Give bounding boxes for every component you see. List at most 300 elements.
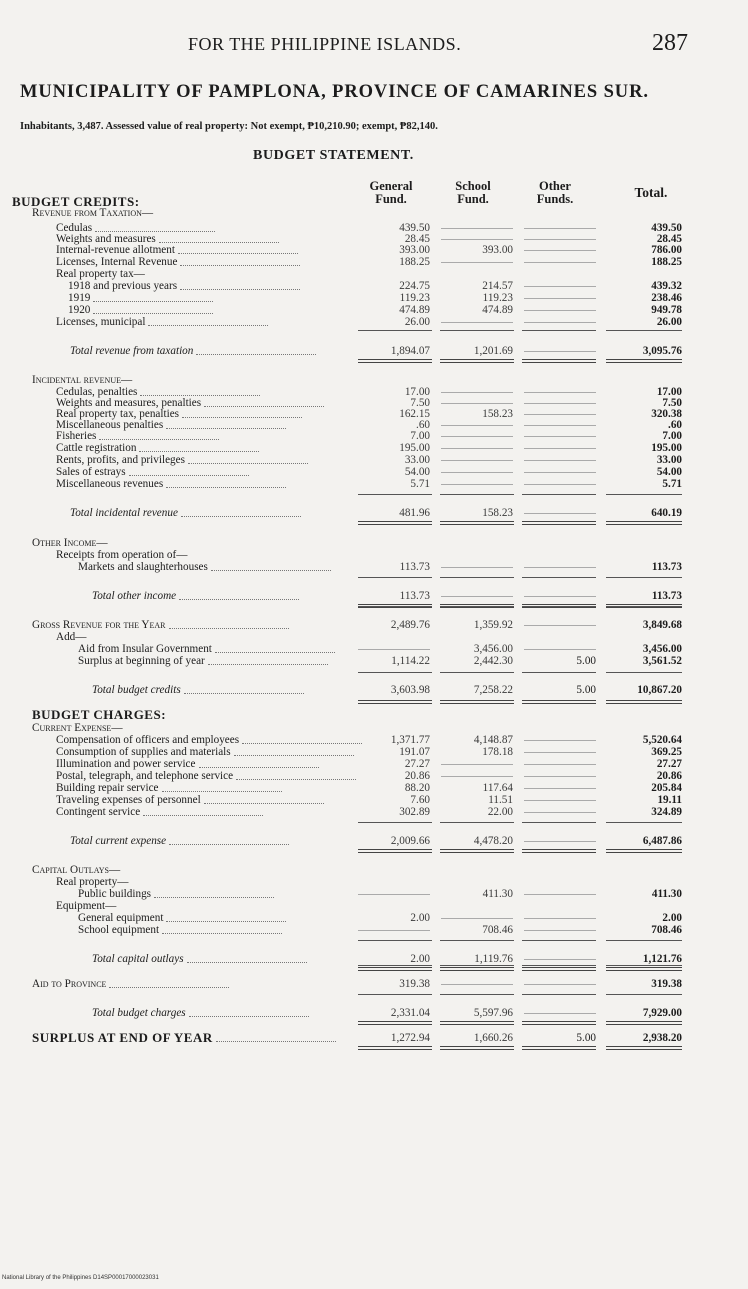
cell-other <box>520 478 596 490</box>
row-label: Miscellaneous penalties <box>56 419 164 431</box>
table-row <box>0 924 748 936</box>
cell-general: 33.00 <box>404 454 430 466</box>
row-label: Traveling expenses of personnel <box>56 794 201 806</box>
cell-general: 224.75 <box>399 280 430 292</box>
empty-cell-rule <box>524 322 596 323</box>
total-double-rule <box>358 700 432 704</box>
table-row <box>0 280 748 292</box>
cell-total: 2.00 <box>662 912 682 924</box>
cell-general: 439.50 <box>399 222 430 234</box>
cell-total: 19.11 <box>657 794 682 806</box>
cell-total: 5.71 <box>662 478 682 490</box>
total-double-rule <box>440 967 514 971</box>
empty-cell-rule <box>524 567 596 568</box>
table-row <box>0 292 748 304</box>
total-double-rule <box>440 700 514 704</box>
cell-general <box>354 643 430 655</box>
inhabitants-line: Inhabitants, 3,487. Assessed value of real property: Not exempt, ₱10,210.90; exempt, ₱82,140. <box>20 121 438 132</box>
cell-school: 4,478.20 <box>473 835 513 847</box>
row-label: Building repair service <box>56 782 159 794</box>
empty-cell-rule <box>524 228 596 229</box>
row-label: SURPLUS AT END OF YEAR <box>32 1030 213 1045</box>
total-double-rule <box>522 1046 596 1050</box>
row-label: Real property tax— <box>56 268 145 280</box>
cell-other <box>520 561 596 573</box>
table-row <box>0 374 748 386</box>
cell-total: 320.38 <box>651 408 682 420</box>
cell-total: 3,095.76 <box>642 345 682 357</box>
cell-general: 7.00 <box>410 430 430 442</box>
table-row <box>0 537 748 549</box>
empty-cell-rule <box>524 800 596 801</box>
total-double-rule <box>522 849 596 853</box>
cell-school: 119.23 <box>482 292 513 304</box>
cell-other <box>520 507 596 519</box>
row-label: 1920 <box>68 304 91 316</box>
row-label: Licenses, municipal <box>56 316 146 328</box>
row-label: Cedulas, penalties <box>56 386 138 398</box>
empty-cell-rule <box>524 984 596 985</box>
cell-other <box>520 734 596 746</box>
cell-school: 158.23 <box>482 507 513 519</box>
total-double-rule <box>440 359 514 363</box>
cell-other <box>520 280 596 292</box>
cell-total: 26.00 <box>656 316 682 328</box>
row-label: Gross Revenue for the Year <box>32 619 166 631</box>
table-row <box>0 1032 748 1044</box>
sum-rule <box>522 940 596 941</box>
cell-total: 411.30 <box>651 888 682 900</box>
cell-total: 3,849.68 <box>642 619 682 631</box>
cell-general: 481.96 <box>399 507 430 519</box>
cell-total: 7.50 <box>662 397 682 409</box>
cell-total: 17.00 <box>656 386 682 398</box>
cell-total: 54.00 <box>656 466 682 478</box>
total-double-rule <box>606 700 682 704</box>
total-double-rule <box>440 1046 514 1050</box>
table-row <box>0 953 748 965</box>
cell-total: 28.45 <box>656 233 682 245</box>
empty-cell-rule <box>524 513 596 514</box>
empty-cell-rule <box>441 776 513 777</box>
cell-general: 2,009.66 <box>390 835 430 847</box>
row-label: Total budget charges <box>92 1007 186 1019</box>
cell-total: 324.89 <box>651 806 682 818</box>
cell-general: 7.60 <box>410 794 430 806</box>
cell-school: 3,456.00 <box>473 643 513 655</box>
table-row <box>0 304 748 316</box>
row-label: Total current expense <box>70 835 167 847</box>
empty-cell-rule <box>524 752 596 753</box>
row-label: Revenue from Taxation— <box>32 207 154 219</box>
empty-cell-rule <box>441 322 513 323</box>
row-label: Cedulas <box>56 222 93 234</box>
cell-general: 474.89 <box>399 304 430 316</box>
cell-other <box>520 316 596 328</box>
cell-total: 439.32 <box>651 280 682 292</box>
table-row <box>0 466 748 478</box>
cell-school: 4,148.87 <box>473 734 513 746</box>
total-double-rule <box>522 967 596 971</box>
cell-total: 33.00 <box>656 454 682 466</box>
cell-general <box>354 888 430 900</box>
empty-cell-rule <box>524 918 596 919</box>
empty-cell-rule <box>358 930 430 931</box>
empty-cell-rule <box>441 472 513 473</box>
table-row <box>0 442 748 454</box>
sum-rule <box>522 965 596 966</box>
sum-rule <box>606 994 682 995</box>
row-label: Capital Outlays— <box>32 864 121 876</box>
cell-total: 188.25 <box>651 256 682 268</box>
cell-total: 113.73 <box>651 590 682 602</box>
sum-rule <box>606 965 682 966</box>
cell-general: .60 <box>416 419 430 431</box>
empty-cell-rule <box>524 894 596 895</box>
row-label: Aid to Province <box>32 978 107 990</box>
cell-general: 54.00 <box>404 466 430 478</box>
empty-cell-rule <box>524 262 596 263</box>
total-double-rule <box>522 604 596 608</box>
row-label: Compensation of officers and employees <box>56 734 240 746</box>
total-double-rule <box>606 1046 682 1050</box>
sum-rule <box>522 494 596 495</box>
row-label: Rents, profits, and privileges <box>56 454 185 466</box>
row-label: Add— <box>56 631 87 643</box>
sum-rule <box>358 330 432 331</box>
cell-general: 2.00 <box>410 953 430 965</box>
empty-cell-rule <box>524 403 596 404</box>
row-label: School equipment <box>78 924 160 936</box>
cell-general: 28.45 <box>404 233 430 245</box>
row-label: Postal, telegraph, and telephone service <box>56 770 234 782</box>
row-label: Consumption of supplies and materials <box>56 746 231 758</box>
cell-total: 7.00 <box>662 430 682 442</box>
table-row <box>0 734 748 746</box>
total-double-rule <box>358 359 432 363</box>
empty-cell-rule <box>441 567 513 568</box>
empty-cell-rule <box>524 484 596 485</box>
col-head-school: School Fund. <box>455 179 491 206</box>
cell-general: 113.73 <box>399 590 430 602</box>
sum-rule <box>440 577 514 578</box>
total-double-rule <box>358 1046 432 1050</box>
total-double-rule <box>358 604 432 608</box>
table-row <box>0 643 748 655</box>
empty-cell-rule <box>524 625 596 626</box>
row-label: Total other income <box>92 590 177 602</box>
cell-general: 3,603.98 <box>390 684 430 696</box>
sum-rule <box>358 672 432 673</box>
empty-cell-rule <box>441 228 513 229</box>
row-label: Public buildings <box>78 888 152 900</box>
cell-school <box>437 442 513 454</box>
row-label: Miscellaneous revenues <box>56 478 164 490</box>
total-double-rule <box>440 604 514 608</box>
cell-total: 708.46 <box>651 924 682 936</box>
table-row <box>0 631 748 643</box>
cell-other: 5.00 <box>576 1032 596 1044</box>
sum-rule <box>522 822 596 823</box>
table-row <box>0 876 748 888</box>
sum-rule <box>606 672 682 673</box>
cell-school <box>437 561 513 573</box>
cell-general: 393.00 <box>399 244 430 256</box>
table-row <box>0 835 748 847</box>
table-row <box>0 794 748 806</box>
cell-school: 117.64 <box>482 782 513 794</box>
row-label: Contingent service <box>56 806 141 818</box>
cell-general: 195.00 <box>399 442 430 454</box>
cell-total: 2,938.20 <box>642 1032 682 1044</box>
empty-cell-rule <box>524 1013 596 1014</box>
total-double-rule <box>606 604 682 608</box>
cell-school: 411.30 <box>482 888 513 900</box>
table-row <box>0 722 748 734</box>
sum-rule <box>358 494 432 495</box>
cell-general: 188.25 <box>399 256 430 268</box>
cell-general: 1,272.94 <box>390 1032 430 1044</box>
cell-school <box>437 478 513 490</box>
table-row <box>0 782 748 794</box>
table-row <box>0 454 748 466</box>
table-row <box>0 430 748 442</box>
cell-other <box>520 292 596 304</box>
sum-rule <box>606 822 682 823</box>
sum-rule <box>440 494 514 495</box>
row-label: Surplus at beginning of year <box>78 655 205 667</box>
row-label: 1918 and previous years <box>68 280 178 292</box>
cell-total: 786.00 <box>651 244 682 256</box>
row-label: Real property— <box>56 876 129 888</box>
empty-cell-rule <box>524 239 596 240</box>
table-row <box>0 268 748 280</box>
row-label: 1919 <box>68 292 91 304</box>
empty-cell-rule <box>441 460 513 461</box>
cell-general: 1,894.07 <box>390 345 430 357</box>
cell-general: 302.89 <box>399 806 430 818</box>
cell-other <box>520 806 596 818</box>
cell-other <box>520 978 596 990</box>
cell-other <box>520 430 596 442</box>
table-row <box>0 507 748 519</box>
cell-school <box>437 770 513 782</box>
cell-school <box>437 758 513 770</box>
cell-other: 5.00 <box>576 684 596 696</box>
cell-school: 178.18 <box>482 746 513 758</box>
cell-general: 162.15 <box>399 408 430 420</box>
empty-cell-rule <box>441 436 513 437</box>
sum-rule <box>440 994 514 995</box>
cell-general: 17.00 <box>404 386 430 398</box>
table-row <box>0 561 748 573</box>
cell-other <box>520 758 596 770</box>
table-row <box>0 978 748 990</box>
sum-rule <box>440 822 514 823</box>
empty-cell-rule <box>524 448 596 449</box>
cell-other <box>520 782 596 794</box>
sum-rule <box>522 577 596 578</box>
running-head: FOR THE PHILIPPINE ISLANDS. <box>188 34 462 54</box>
table-row <box>0 864 748 876</box>
cell-school <box>437 912 513 924</box>
sum-rule <box>358 577 432 578</box>
cell-school <box>437 454 513 466</box>
row-label: Total capital outlays <box>92 953 184 965</box>
cell-other <box>520 1007 596 1019</box>
sum-rule <box>358 965 432 966</box>
cell-other <box>520 454 596 466</box>
cell-school: 7,258.22 <box>473 684 513 696</box>
empty-cell-rule <box>524 351 596 352</box>
empty-cell-rule <box>524 425 596 426</box>
table-row <box>0 619 748 631</box>
empty-cell-rule <box>524 740 596 741</box>
total-double-rule <box>522 700 596 704</box>
empty-cell-rule <box>524 764 596 765</box>
cell-general: 20.86 <box>404 770 430 782</box>
empty-cell-rule <box>524 959 596 960</box>
cell-school <box>437 316 513 328</box>
row-label: Real property tax, penalties <box>56 408 180 420</box>
cell-total: 7,929.00 <box>642 1007 682 1019</box>
total-double-rule <box>440 849 514 853</box>
total-double-rule <box>522 521 596 525</box>
cell-school <box>437 256 513 268</box>
cell-school <box>437 590 513 602</box>
empty-cell-rule <box>524 460 596 461</box>
sum-rule <box>440 940 514 941</box>
cell-general: 88.20 <box>404 782 430 794</box>
cell-school <box>437 430 513 442</box>
empty-cell-rule <box>441 984 513 985</box>
cell-total: 10,867.20 <box>637 684 682 696</box>
cell-other: 5.00 <box>576 655 596 667</box>
col-head-other: Other Funds. <box>536 179 574 206</box>
cell-school: 1,201.69 <box>473 345 513 357</box>
table-row <box>0 655 748 667</box>
row-label: Licenses, Internal Revenue <box>56 256 178 268</box>
table-row <box>0 684 748 696</box>
cell-total: 20.86 <box>656 770 682 782</box>
cell-total: 205.84 <box>651 782 682 794</box>
cell-school: 11.51 <box>488 794 513 806</box>
empty-cell-rule <box>524 392 596 393</box>
row-label: Total incidental revenue <box>70 507 178 519</box>
row-label: Internal-revenue allotment <box>56 244 175 256</box>
cell-school: 214.57 <box>482 280 513 292</box>
row-label: Sales of estrays <box>56 466 126 478</box>
empty-cell-rule <box>441 764 513 765</box>
cell-total: 27.27 <box>656 758 682 770</box>
empty-cell-rule <box>441 392 513 393</box>
empty-cell-rule <box>524 812 596 813</box>
cell-general <box>354 924 430 936</box>
empty-cell-rule <box>524 298 596 299</box>
empty-cell-rule <box>524 250 596 251</box>
table-row <box>0 345 748 357</box>
empty-cell-rule <box>524 841 596 842</box>
total-double-rule <box>440 1021 514 1025</box>
cell-general: 1,371.77 <box>390 734 430 746</box>
row-label: Incidental revenue— <box>32 374 133 386</box>
table-row <box>0 770 748 782</box>
row-label: Illumination and power service <box>56 758 196 770</box>
cell-other <box>520 244 596 256</box>
table-row <box>0 478 748 490</box>
total-double-rule <box>358 967 432 971</box>
cell-school: 1,660.26 <box>473 1032 513 1044</box>
col-head-total: Total. <box>634 185 668 200</box>
empty-cell-rule <box>441 262 513 263</box>
cell-school: 1,119.76 <box>474 953 513 965</box>
table-row <box>0 912 748 924</box>
total-double-rule <box>606 521 682 525</box>
empty-cell-rule <box>524 596 596 597</box>
empty-cell-rule <box>524 414 596 415</box>
total-double-rule <box>606 1021 682 1025</box>
cell-total: 238.46 <box>651 292 682 304</box>
sum-rule <box>358 822 432 823</box>
sum-rule <box>606 494 682 495</box>
row-label: Total revenue from taxation <box>70 345 194 357</box>
total-double-rule <box>522 1021 596 1025</box>
sum-rule <box>522 672 596 673</box>
row-label: Aid from Insular Government <box>78 643 212 655</box>
table-row <box>0 900 748 912</box>
cell-general: 2,331.04 <box>390 1007 430 1019</box>
cell-general: 119.23 <box>399 292 430 304</box>
cell-total: 195.00 <box>651 442 682 454</box>
cell-other <box>520 794 596 806</box>
sum-rule <box>606 577 682 578</box>
cell-other <box>520 643 596 655</box>
cell-school: 474.89 <box>482 304 513 316</box>
cell-school: 22.00 <box>487 806 513 818</box>
cell-other <box>520 888 596 900</box>
empty-cell-rule <box>441 448 513 449</box>
cell-school: 708.46 <box>482 924 513 936</box>
sum-rule <box>522 994 596 995</box>
row-label: Markets and slaughterhouses <box>78 561 208 573</box>
empty-cell-rule <box>441 425 513 426</box>
col-head-general: General Fund. <box>369 179 413 206</box>
row-label: Cattle registration <box>56 442 137 454</box>
row-label: Equipment— <box>56 900 117 912</box>
row-label: Fisheries <box>56 430 97 442</box>
table-row <box>0 758 748 770</box>
cell-total: 369.25 <box>651 746 682 758</box>
sum-rule <box>522 330 596 331</box>
total-double-rule <box>522 359 596 363</box>
row-label: Other Income— <box>32 537 108 549</box>
empty-cell-rule <box>441 596 513 597</box>
total-double-rule <box>606 967 682 971</box>
statement-heading: BUDGET STATEMENT. <box>253 148 414 163</box>
table-row <box>0 244 748 256</box>
cell-other <box>520 619 596 631</box>
cell-school: 5,597.96 <box>473 1007 513 1019</box>
row-label: Receipts from operation of— <box>56 549 188 561</box>
cell-other <box>520 746 596 758</box>
cell-general: 113.73 <box>399 561 430 573</box>
table-row <box>0 590 748 602</box>
table-row <box>0 1007 748 1019</box>
cell-other <box>520 835 596 847</box>
cell-other <box>520 770 596 782</box>
cell-total: 319.38 <box>651 978 682 990</box>
sum-rule <box>606 330 682 331</box>
